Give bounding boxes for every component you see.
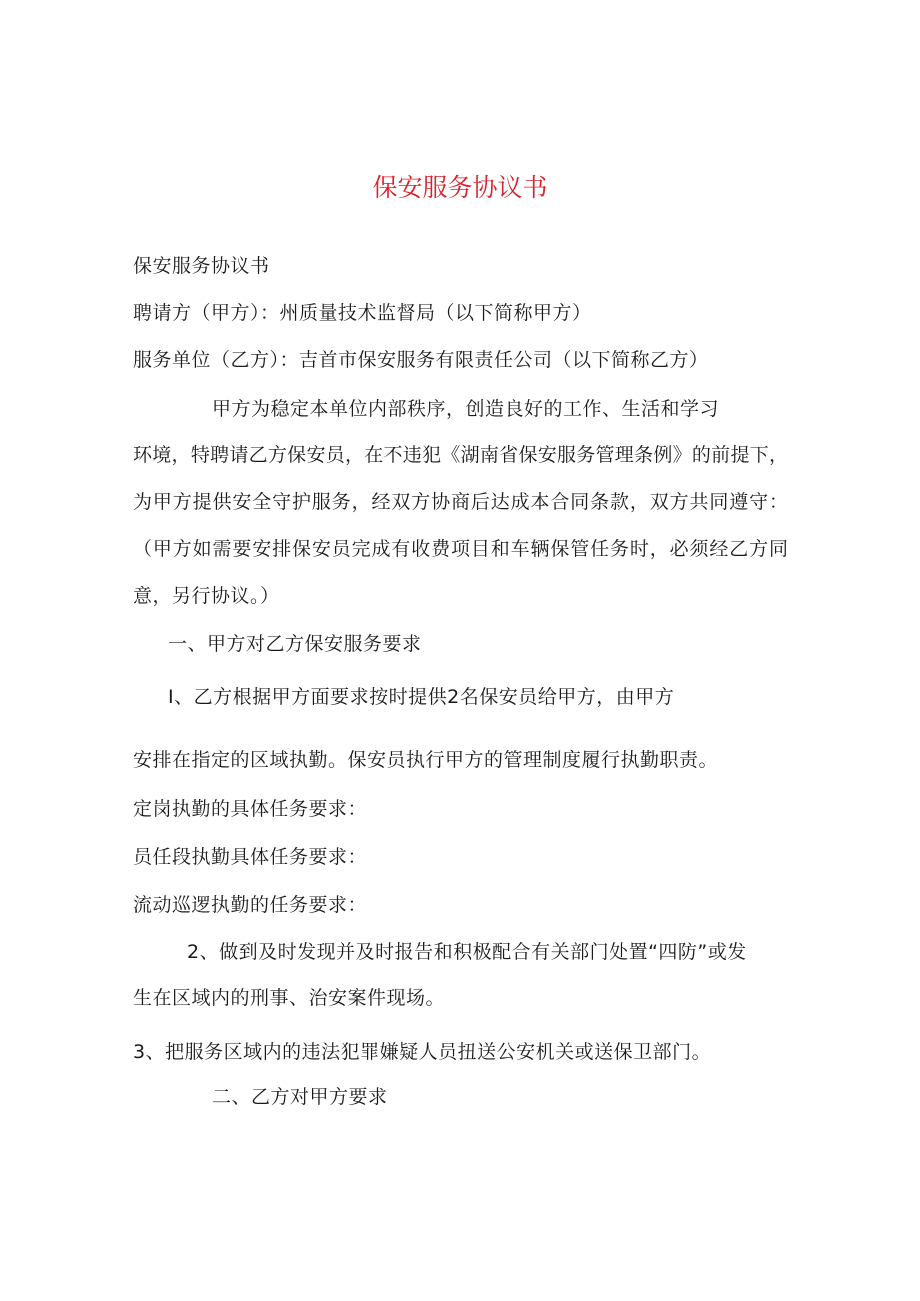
clause-1-line-1: I、乙方根据甲方面要求按时提供2名保安员给甲方，由甲方 xyxy=(168,686,675,708)
paragraph-intro-line-1: 甲方为稳定本单位内部秩序，创造良好的工作、生活和学习 xyxy=(212,398,720,420)
service-unit-line: 服务单位（乙方）：吉首市保安服务有限责任公司（以下简称乙方） xyxy=(133,349,709,371)
clause-3-line: 3、把服务区域内的违法犯罪嫌疑人员扭送公安机关或送保卫部门。 xyxy=(133,1041,712,1063)
clause-1-line-2: 安排在指定的区域执勤。保安员执行甲方的管理制度履行执勤职责。 xyxy=(133,749,719,771)
paragraph-intro-line-2: 环境，特聘请乙方保安员，在不违犯《湖南省保安服务管理条例》的前提下， xyxy=(133,444,788,466)
paragraph-intro-line-5: 意，另行协议。） xyxy=(133,585,280,607)
section-heading-1: 一、甲方对乙方保安服务要求 xyxy=(168,633,422,655)
patrol-duty-requirements: 流动巡逻执勤的任务要求： xyxy=(133,894,368,916)
doc-heading-line: 保安服务协议书 xyxy=(133,255,270,277)
employer-line: 聘请方（甲方）：州质量技术监督局（以下简称甲方） xyxy=(133,302,592,324)
segment-duty-requirements: 员任段执勤具体任务要求： xyxy=(133,846,368,868)
clause-2-line-1: 2、做到及时发现并及时报告和积极配合有关部门处置“四防”或发 xyxy=(187,941,747,963)
clause-2-line-2: 生在区域内的刑事、治安案件现场。 xyxy=(133,987,446,1009)
paragraph-intro-line-3: 为甲方提供安全守护服务，经双方协商后达成本合同条款，双方共同遵守： xyxy=(133,491,788,513)
section-heading-2: 二、乙方对甲方要求 xyxy=(212,1086,388,1108)
document-title: 保安服务协议书 xyxy=(372,173,548,202)
fixed-post-requirements: 定岗执勤的具体任务要求： xyxy=(133,798,368,820)
paragraph-intro-line-4: （甲方如需要安排保安员完成有收费项目和车辆保管任务时，必须经乙方同 xyxy=(133,538,788,560)
